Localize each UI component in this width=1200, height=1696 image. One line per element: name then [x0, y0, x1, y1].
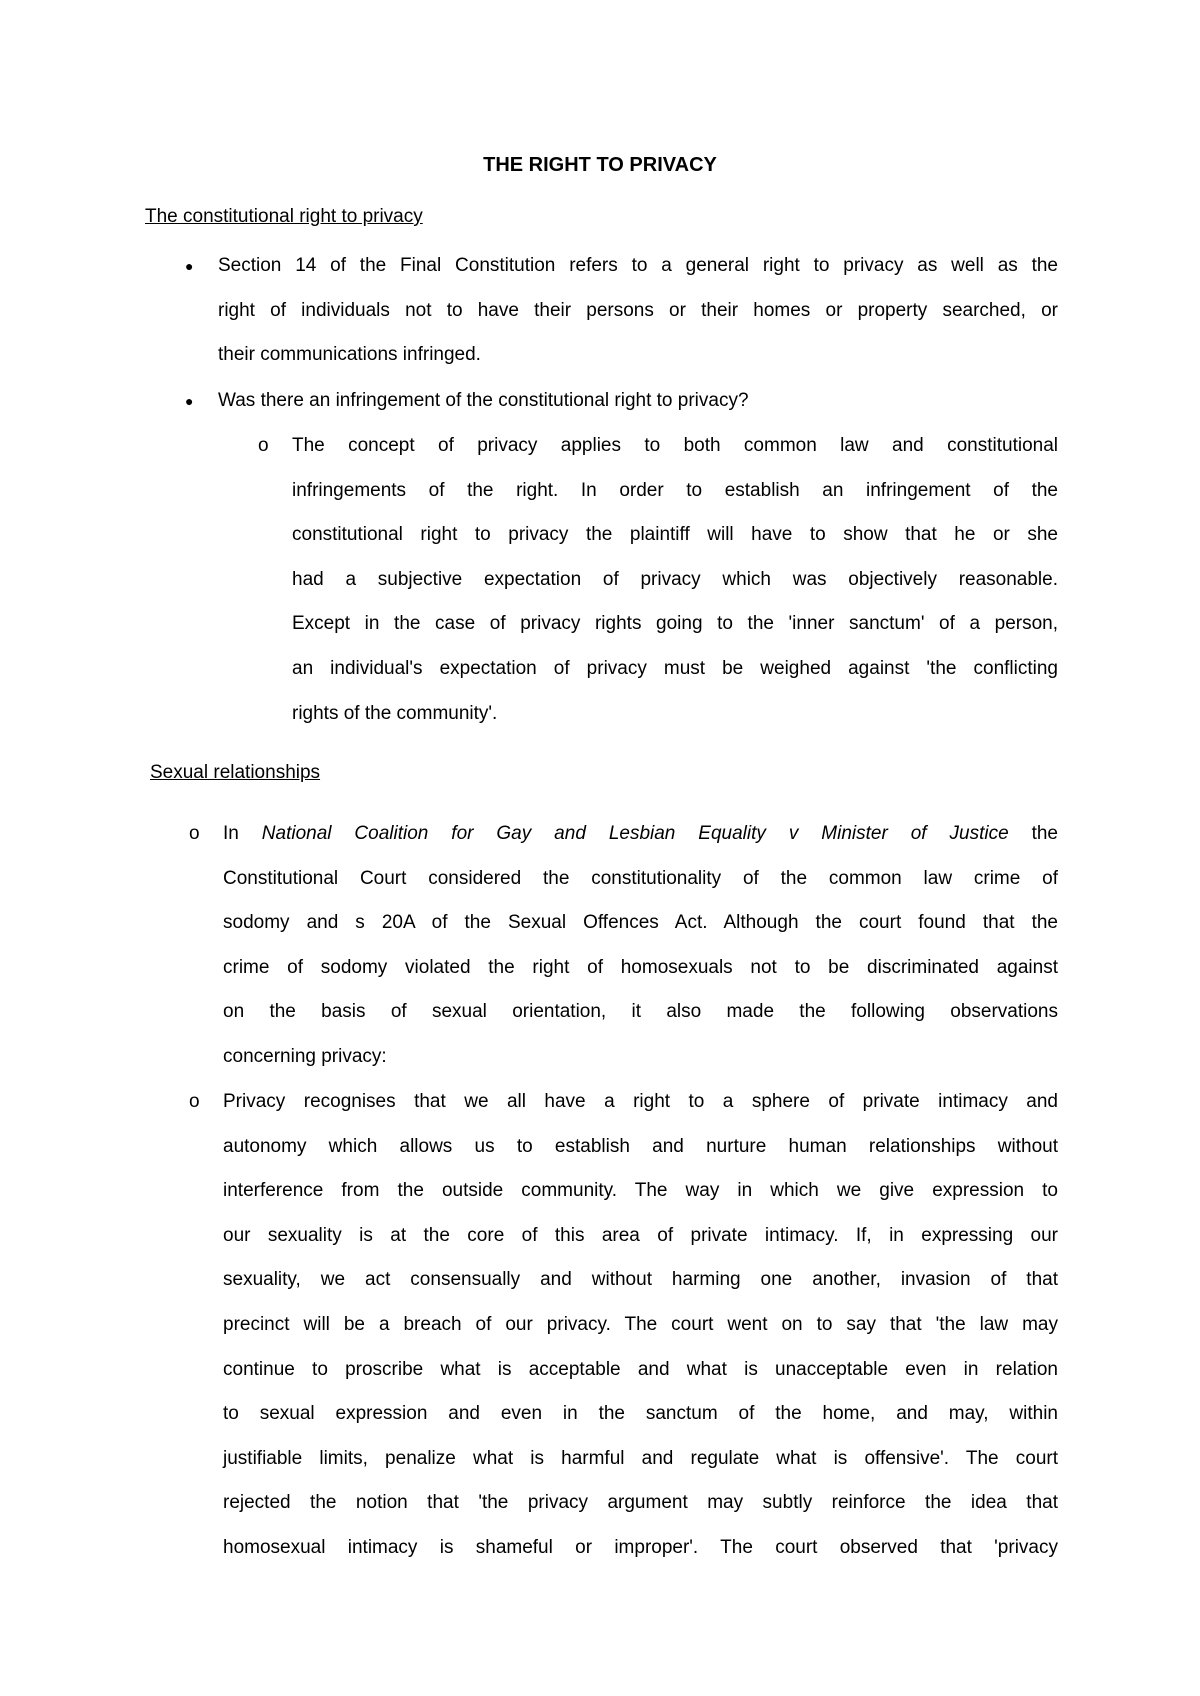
text-line: precinct will be a breach of our privacy. The court went on to say that 'the law may — [223, 1313, 1058, 1335]
text-line: infringements of the right. In order to establish an infringement of the — [292, 479, 1058, 501]
text-line: concerning privacy: — [223, 1045, 387, 1067]
sub-item-privacy-recognises — [189, 1080, 1058, 1571]
text-line: on the basis of sexual orientation, it also made the following observations — [223, 1001, 1058, 1023]
text-line: constitutional right to privacy the plaintiff will have to show that he or she — [292, 524, 1058, 546]
text-line: their communications infringed. — [218, 344, 481, 366]
text-line: continue to proscribe what is acceptable and what is unacceptable even in relation — [223, 1358, 1058, 1380]
text-line-case-citation — [223, 812, 1058, 857]
sub-item-national-coalition — [189, 812, 1058, 1080]
bullet-item-section-14 — [185, 244, 1058, 378]
text-line: homosexual intimacy is shameful or improper'. The court observed that 'privacy — [223, 1536, 1058, 1558]
sub-item-concept-of-privacy — [258, 424, 1058, 736]
text-line: justifiable limits, penalize what is harmful and regulate what is offensive'. The court — [223, 1447, 1058, 1469]
text-line: sexuality, we act consensually and without harming one another, invasion of that — [223, 1269, 1058, 1291]
text-line: autonomy which allows us to establish and nurture human relationships without — [223, 1135, 1058, 1157]
text-line: Except in the case of privacy rights going to the 'inner sanctum' of a person, — [292, 613, 1058, 635]
text-line: Was there an infringement of the constitutional right to privacy? — [218, 390, 749, 411]
section-heading-constitutional-right: The constitutional right to privacy — [145, 206, 423, 227]
text-line: interference from the outside community. The way in which we give expression to — [223, 1180, 1058, 1202]
bullet-marker: ● — [185, 258, 194, 274]
text-line: Privacy recognises that we all have a right to a sphere of private intimacy and — [223, 1091, 1058, 1112]
text-line: rejected the notion that 'the privacy argument may subtly reinforce the idea that — [223, 1492, 1058, 1514]
circle-marker: o — [189, 823, 200, 844]
text-line: Constitutional Court considered the constitutionality of the common law crime of — [223, 867, 1058, 889]
circle-marker: o — [258, 435, 269, 456]
text-line: crime of sodomy violated the right of homosexuals not to be discriminated against — [223, 956, 1058, 978]
text-line: our sexuality is at the core of this area of private intimacy. If, in expressing our — [223, 1224, 1058, 1246]
case-name: National Coalition for Gay and Lesbian Equality v Minister of Justice — [261, 823, 1009, 844]
text-suffix: the — [1008, 823, 1058, 844]
page-title: THE RIGHT TO PRIVACY — [483, 154, 717, 176]
text-prefix: In — [223, 823, 262, 844]
text-line: an individual's expectation of privacy must be weighed against 'the conflicting — [292, 657, 1058, 679]
text-line: The concept of privacy applies to both common law and constitutional — [292, 435, 1058, 456]
text-line: Section 14 of the Final Constitution refers to a general right to privacy as well as the — [218, 255, 1058, 276]
text-line: right of individuals not to have their persons or their homes or property searched, or — [218, 299, 1058, 321]
text-line: had a subjective expectation of privacy which was objectively reasonable. — [292, 568, 1058, 590]
bullet-item-infringement-question — [185, 379, 1058, 424]
bullet-marker: ● — [185, 393, 194, 409]
text-line: rights of the community'. — [292, 702, 498, 724]
text-line: sodomy and s 20A of the Sexual Offences Act. Although the court found that the — [223, 912, 1058, 934]
section-heading-sexual-relationships: Sexual relationships — [150, 762, 321, 783]
circle-marker: o — [189, 1091, 200, 1112]
text-line: to sexual expression and even in the sanctum of the home, and may, within — [223, 1403, 1058, 1425]
